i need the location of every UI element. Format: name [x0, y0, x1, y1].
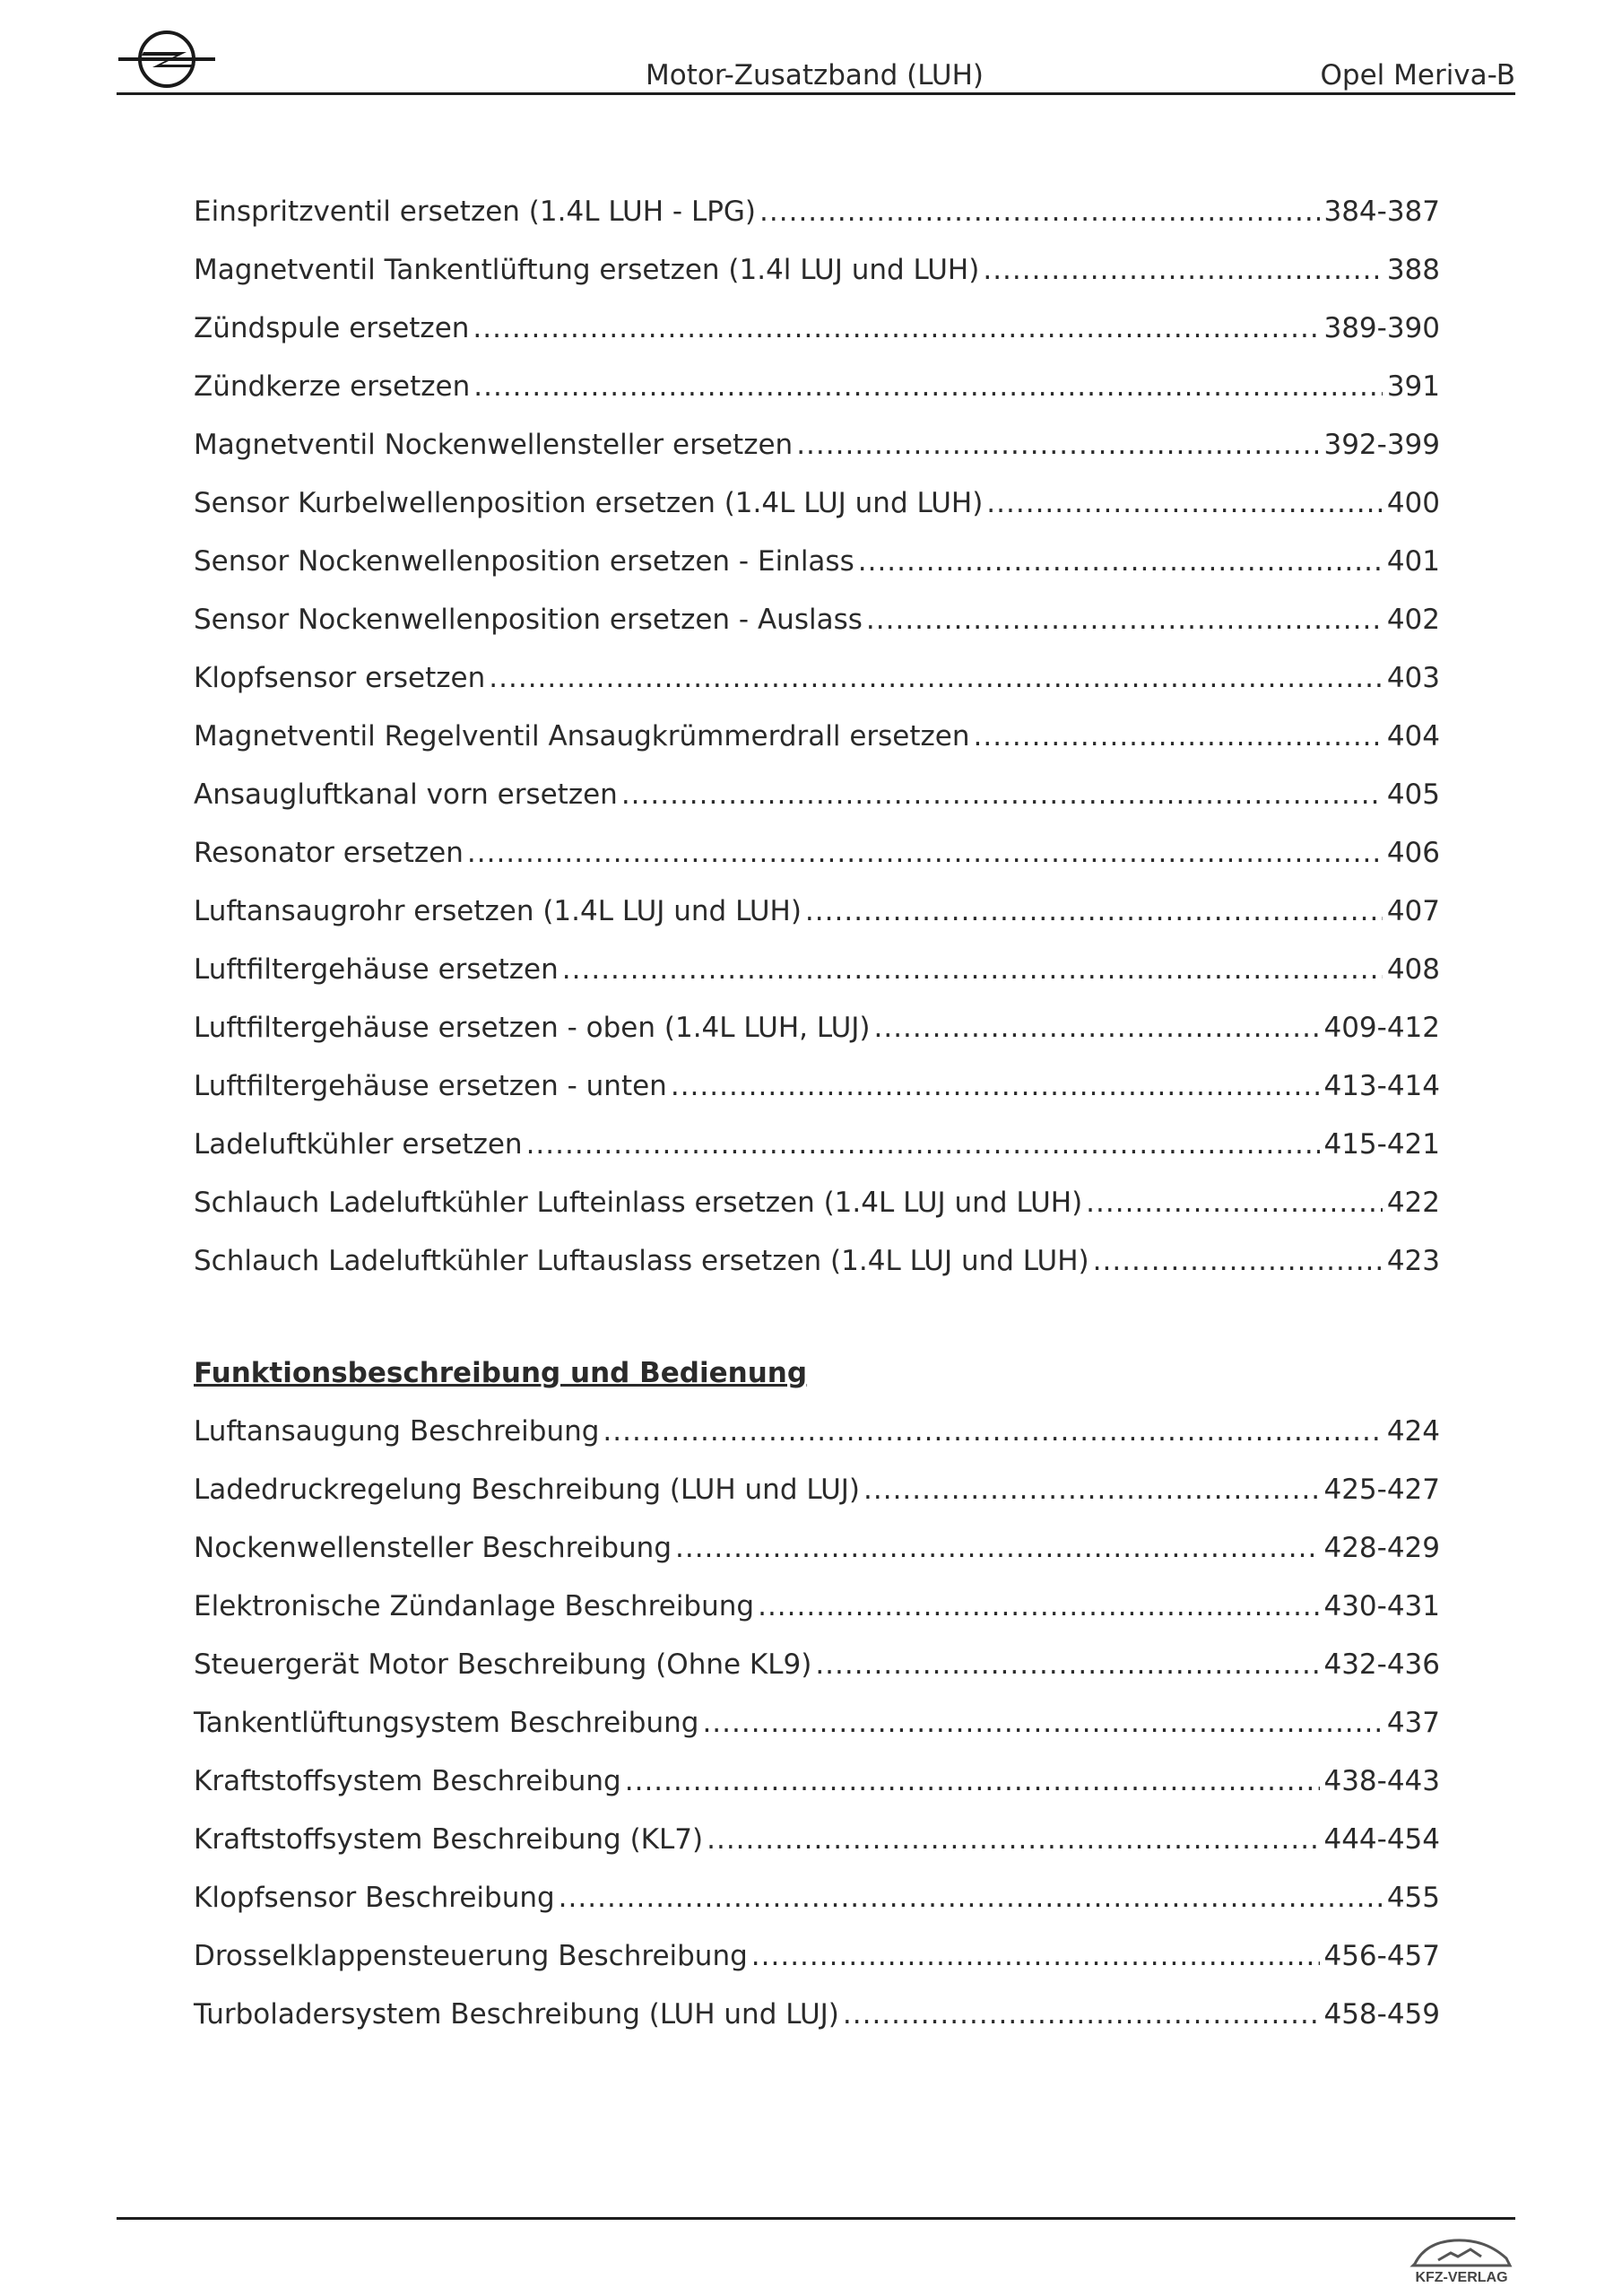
toc-entry-page: 405 — [1386, 778, 1440, 811]
toc-main-list — [194, 190, 1440, 1298]
toc-entry-title: Zündspule ersetzen — [194, 312, 470, 344]
toc-entry-leader — [863, 1468, 1320, 1511]
toc-entry-leader — [489, 657, 1383, 700]
toc-entry-title: Magnetventil Tankentlüftung ersetzen (1.4l LUJ und LUH) — [194, 254, 980, 286]
toc-entry-title: Luftfiltergehäuse ersetzen — [194, 953, 559, 986]
toc-entry-leader — [858, 540, 1383, 583]
toc-entry — [194, 1468, 1440, 1526]
toc-entry-leader — [974, 715, 1383, 758]
toc-entry-page: 392-399 — [1323, 429, 1440, 461]
toc-entry-page: 438-443 — [1323, 1765, 1440, 1797]
toc-entry-title: Ladedruckregelung Beschreibung (LUH und LUJ) — [194, 1474, 861, 1506]
toc-entry-leader — [707, 1818, 1320, 1861]
toc-section-list — [194, 1410, 1440, 2051]
toc-entry-page: 400 — [1386, 487, 1440, 519]
toc-entry-page: 407 — [1386, 895, 1440, 927]
toc-entry-title: Steuergerät Motor Beschreibung (Ohne KL9) — [194, 1648, 812, 1681]
kfz-verlag-logo-text: KFZ-VERLAG — [1415, 2270, 1508, 2285]
toc-entry — [194, 190, 1440, 248]
toc-entry-leader — [866, 598, 1383, 641]
section-heading: Funktionsbeschreibung und Bedienung — [194, 1357, 808, 1389]
toc-entry-title: Sensor Nockenwellenposition ersetzen - Einlass — [194, 545, 854, 578]
toc-entry-leader — [758, 1585, 1320, 1628]
toc-entry-leader — [473, 307, 1320, 350]
toc-entry — [194, 1585, 1440, 1643]
toc-entry — [194, 948, 1440, 1006]
page-header — [117, 20, 1515, 97]
toc-entry-title: Magnetventil Regelventil Ansaugkrümmerdrall ersetzen — [194, 720, 970, 752]
toc-entry-title: Elektronische Zündanlage Beschreibung — [194, 1590, 755, 1622]
toc-entry — [194, 365, 1440, 423]
toc-entry-page: 430-431 — [1323, 1590, 1440, 1622]
footer-divider — [117, 2217, 1515, 2220]
toc-entry — [194, 1760, 1440, 1818]
toc-entry-leader — [473, 365, 1383, 408]
toc-entry-title: Klopfsensor Beschreibung — [194, 1882, 555, 1914]
toc-entry — [194, 1643, 1440, 1701]
toc-entry-leader — [805, 890, 1383, 933]
toc-entry-title: Luftansaugung Beschreibung — [194, 1415, 600, 1448]
toc-entry-leader — [603, 1410, 1383, 1453]
toc-entry-leader — [671, 1065, 1321, 1108]
table-of-contents — [194, 190, 1440, 2051]
toc-entry — [194, 1065, 1440, 1123]
toc-entry-page: 384-387 — [1323, 196, 1440, 228]
header-divider — [117, 92, 1515, 95]
toc-entry-page: 408 — [1386, 953, 1440, 986]
toc-entry — [194, 1526, 1440, 1585]
toc-entry-title: Zündkerze ersetzen — [194, 370, 471, 403]
toc-entry-title: Ansaugluftkanal vorn ersetzen — [194, 778, 618, 811]
toc-entry-page: 444-454 — [1323, 1823, 1440, 1856]
toc-entry — [194, 1818, 1440, 1876]
toc-entry-leader — [983, 248, 1383, 291]
toc-entry-title: Resonator ersetzen — [194, 837, 464, 869]
toc-entry-page: 456-457 — [1323, 1940, 1440, 1972]
toc-entry-page: 409-412 — [1323, 1012, 1440, 1044]
toc-entry-page: 424 — [1386, 1415, 1440, 1448]
toc-entry-page: 425-427 — [1323, 1474, 1440, 1506]
toc-entry-title: Schlauch Ladeluftkühler Luftauslass ersetzen (1.4L LUJ und LUH) — [194, 1245, 1089, 1277]
toc-entry-leader — [526, 1123, 1321, 1166]
toc-entry-page: 422 — [1386, 1187, 1440, 1219]
toc-entry-title: Einspritzventil ersetzen (1.4L LUH - LPG) — [194, 196, 757, 228]
toc-entry-page: 415-421 — [1323, 1128, 1440, 1161]
toc-entry — [194, 1701, 1440, 1760]
toc-entry — [194, 1123, 1440, 1181]
toc-entry-page: 388 — [1386, 254, 1440, 286]
toc-entry-title: Magnetventil Nockenwellensteller ersetzen — [194, 429, 794, 461]
toc-entry-title: Luftansaugrohr ersetzen (1.4L LUJ und LUH) — [194, 895, 802, 927]
toc-entry-title: Luftfiltergehäuse ersetzen - oben (1.4L LUH, LUJ) — [194, 1012, 871, 1044]
toc-entry-leader — [874, 1006, 1321, 1049]
toc-entry-title: Klopfsensor ersetzen — [194, 662, 486, 694]
toc-entry-title: Turboladersystem Beschreibung (LUH und LUJ) — [194, 1998, 839, 2031]
opel-logo-icon — [117, 25, 217, 93]
toc-entry — [194, 423, 1440, 482]
toc-entry — [194, 248, 1440, 307]
toc-entry-title: Nockenwellensteller Beschreibung — [194, 1532, 672, 1564]
toc-entry-leader — [1086, 1181, 1383, 1224]
toc-entry — [194, 831, 1440, 890]
toc-entry-page: 423 — [1386, 1245, 1440, 1277]
header-title: Motor-Zusatzband (LUH) — [646, 59, 984, 91]
toc-entry-title: Luftfiltergehäuse ersetzen - unten — [194, 1070, 667, 1102]
toc-entry-title: Tankentlüftungsystem Beschreibung — [194, 1707, 699, 1739]
toc-entry-page: 413-414 — [1323, 1070, 1440, 1102]
toc-entry-leader — [751, 1935, 1321, 1978]
toc-entry-title: Kraftstoffsystem Beschreibung — [194, 1765, 621, 1797]
toc-entry — [194, 657, 1440, 715]
toc-entry-title: Drosselklappensteuerung Beschreibung — [194, 1940, 748, 1972]
toc-entry-leader — [815, 1643, 1320, 1686]
toc-entry-page: 403 — [1386, 662, 1440, 694]
toc-entry — [194, 1239, 1440, 1298]
toc-entry-page: 458-459 — [1323, 1998, 1440, 2031]
toc-entry — [194, 890, 1440, 948]
toc-entry-leader — [843, 1993, 1321, 2036]
toc-entry-leader — [986, 482, 1383, 525]
toc-entry-page: 391 — [1386, 370, 1440, 403]
toc-entry-page: 428-429 — [1323, 1532, 1440, 1564]
toc-entry — [194, 715, 1440, 773]
header-model: Opel Meriva-B — [1320, 59, 1515, 91]
toc-entry — [194, 307, 1440, 365]
toc-entry-title: Kraftstoffsystem Beschreibung (KL7) — [194, 1823, 704, 1856]
toc-entry-leader — [621, 773, 1383, 816]
toc-entry — [194, 1993, 1440, 2051]
toc-entry-leader — [759, 190, 1320, 233]
toc-entry — [194, 1935, 1440, 1993]
toc-entry-leader — [1093, 1239, 1383, 1283]
toc-entry — [194, 773, 1440, 831]
toc-entry-page: 455 — [1386, 1882, 1440, 1914]
toc-entry-page: 402 — [1386, 604, 1440, 636]
toc-entry-title: Sensor Kurbelwellenposition ersetzen (1.4L LUJ und LUH) — [194, 487, 984, 519]
toc-entry — [194, 1410, 1440, 1468]
toc-entry-page: 437 — [1386, 1707, 1440, 1739]
toc-entry-page: 389-390 — [1323, 312, 1440, 344]
toc-entry-leader — [702, 1701, 1383, 1744]
toc-entry-leader — [675, 1526, 1320, 1570]
toc-entry-leader — [559, 1876, 1383, 1919]
toc-entry-leader — [467, 831, 1383, 874]
toc-entry-leader — [562, 948, 1383, 991]
toc-entry — [194, 1006, 1440, 1065]
toc-entry-title: Sensor Nockenwellenposition ersetzen - Auslass — [194, 604, 863, 636]
toc-entry — [194, 598, 1440, 657]
toc-entry-leader — [796, 423, 1320, 466]
toc-entry — [194, 1876, 1440, 1935]
toc-entry-title: Schlauch Ladeluftkühler Lufteinlass ersetzen (1.4L LUJ und LUH) — [194, 1187, 1083, 1219]
kfz-verlag-logo-icon — [1399, 2230, 1524, 2292]
toc-entry — [194, 482, 1440, 540]
toc-entry — [194, 1181, 1440, 1239]
toc-entry-leader — [625, 1760, 1321, 1803]
toc-entry-page: 401 — [1386, 545, 1440, 578]
toc-entry-page: 406 — [1386, 837, 1440, 869]
toc-entry-title: Ladeluftkühler ersetzen — [194, 1128, 523, 1161]
toc-entry-page: 432-436 — [1323, 1648, 1440, 1681]
toc-entry-page: 404 — [1386, 720, 1440, 752]
toc-entry — [194, 540, 1440, 598]
